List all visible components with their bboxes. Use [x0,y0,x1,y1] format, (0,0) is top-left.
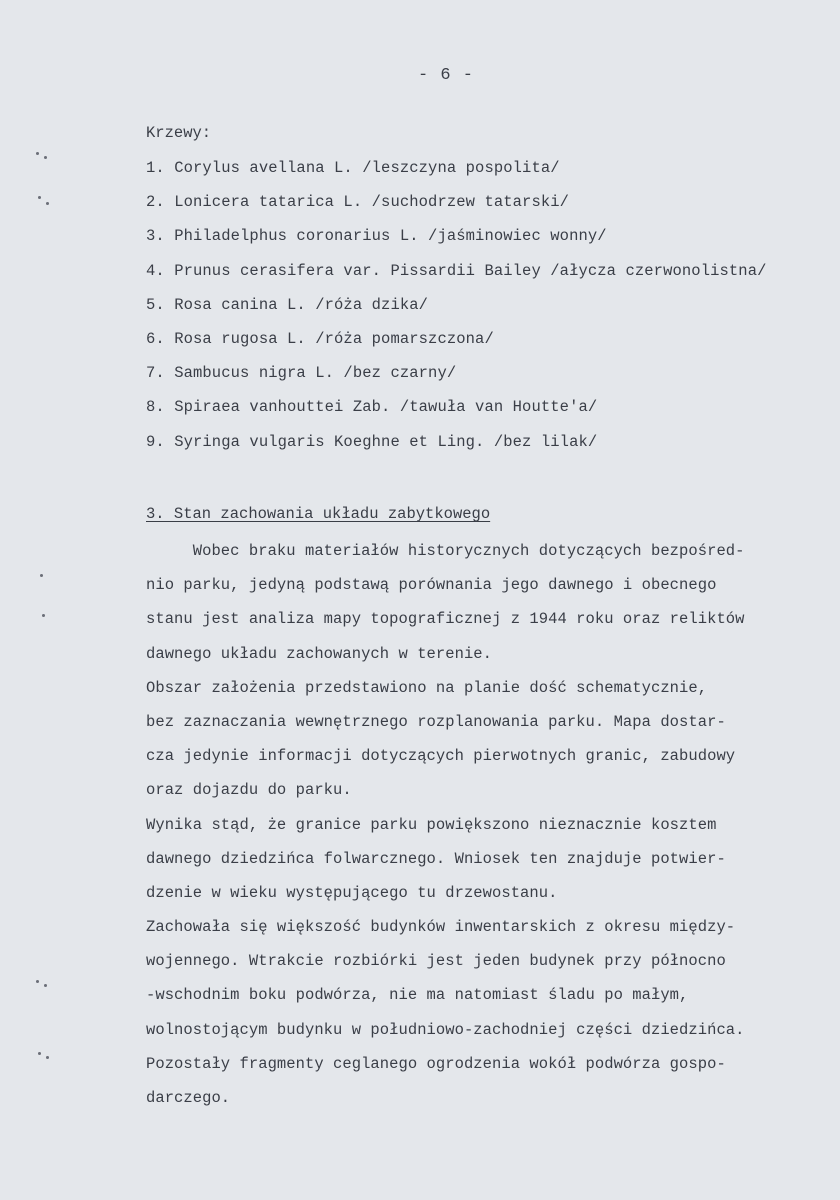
text-line: dawnego układu zachowanych w terenie. [146,644,493,663]
punch-mark [42,614,45,617]
text-line: wolnostojącym budynku w południowo-zachodniej części dziedzińca. [146,1020,745,1039]
text-line: oraz dojazdu do parku. [146,781,352,800]
section-heading: 3. Stan zachowania układu zabytkowego [146,505,491,523]
text-line: Pozostały fragmenty ceglanego ogrodzenia wokół podwórza gospo- [146,1054,726,1073]
text-line: Wynika stąd, że granice parku powiększono nieznacznie kosztem [146,815,717,834]
punch-mark [38,196,41,199]
text-line: nio parku, jedyną podstawą porównania jego dawnego i obecnego [146,576,717,595]
text-line: Obszar założenia przedstawiono na planie dość schematycznie, [146,678,708,697]
list-item: 4. Prunus cerasifera var. Pissardii Bailey /ałycza czerwonolistna/ [146,261,767,280]
list-item: 5. Rosa canina L. /róża dzika/ [146,295,429,314]
list-item: 9. Syringa vulgaris Koeghne et Ling. /bez lilak/ [146,432,598,451]
text-line: dawnego dziedzińca folwarcznego. Wniosek ten znajduje potwier- [146,849,726,868]
text-line: darczego. [146,1089,231,1107]
punch-mark [38,1052,41,1055]
page-number: - 6 - [418,66,475,85]
text-line: -wschodnim boku podwórza, nie ma natomiast śladu po małym, [146,986,689,1005]
text-line: Wobec braku materiałów historycznych dotyczących bezpośred- [146,542,745,560]
binding-punch-marks [0,0,60,1200]
text-line: wojennego. Wtrakcie rozbiórki jest jeden budynek przy północno [146,952,726,971]
list-item: 7. Sambucus nigra L. /bez czarny/ [146,364,457,383]
text-line: bez zaznaczania wewnętrznego rozplanowania parku. Mapa dostar- [146,712,726,731]
list-item: 3. Philadelphus coronarius L. /jaśminowiec wonny/ [146,227,607,246]
punch-mark [46,1056,49,1059]
punch-mark [44,984,47,987]
punch-mark [46,202,49,205]
text-line: cza jedynie informacji dotyczących pierwotnych granic, zabudowy [146,747,736,766]
list-item: 6. Rosa rugosa L. /róża pomarszczona/ [146,329,494,348]
list-item: 2. Lonicera tatarica L. /suchodrzew tatarski/ [146,193,570,212]
punch-mark [36,152,39,155]
text-line: Zachowała się większość budynków inwentarskich z okresu między- [146,918,736,937]
shrubs-heading: Krzewy: [146,124,212,142]
shrub-list [146,159,767,467]
punch-mark [36,980,39,983]
text-line: dzenie w wieku występującego tu drzewostanu. [146,883,558,902]
list-item: 1. Corylus avellana L. /leszczyna pospolita/ [146,159,560,177]
text-line: stanu jest analiza mapy topograficznej z 1944 roku oraz reliktów [146,610,745,629]
section-body [146,542,826,1123]
list-item: 8. Spiraea vanhouttei Zab. /tawuła van Houtte'a/ [146,398,598,417]
punch-mark [44,156,47,159]
punch-mark [40,574,43,577]
